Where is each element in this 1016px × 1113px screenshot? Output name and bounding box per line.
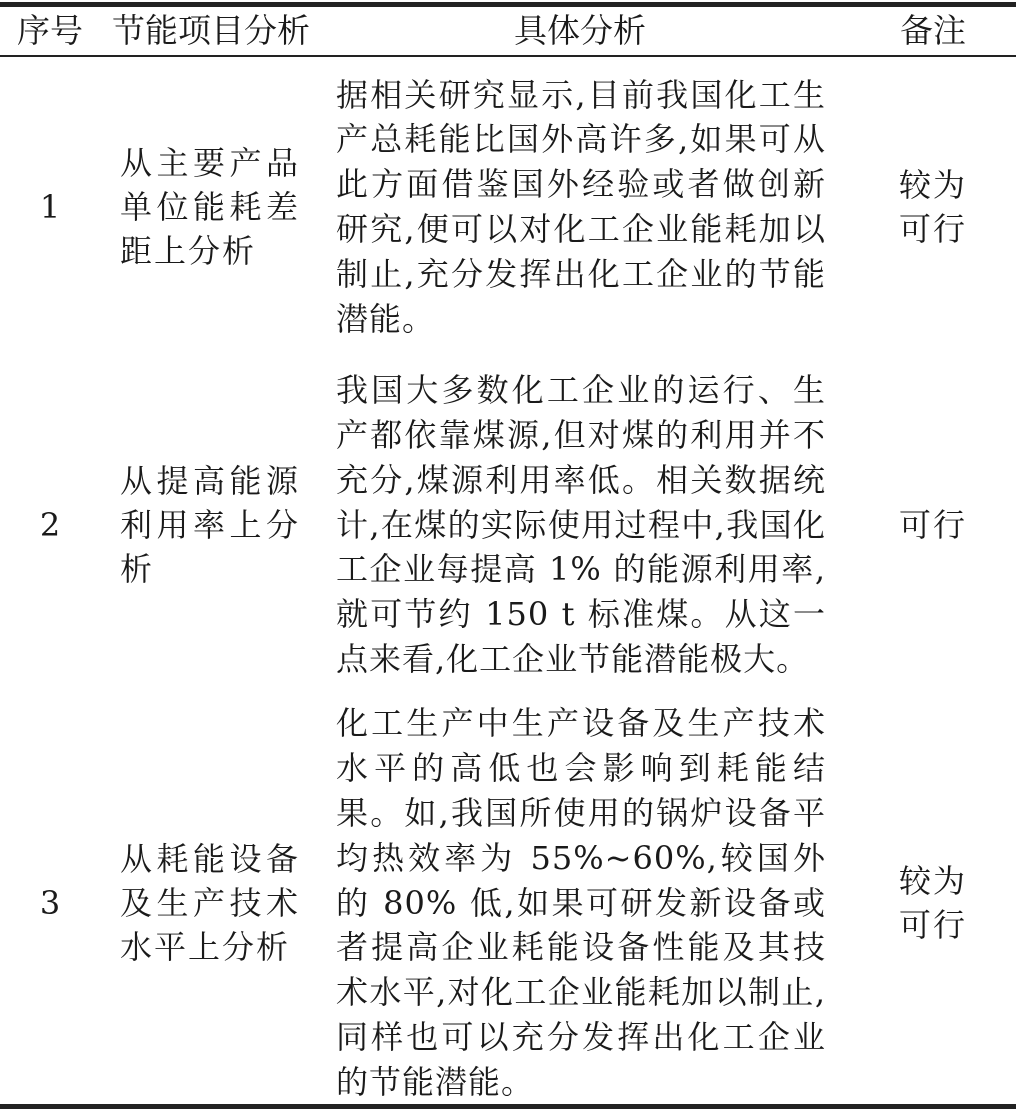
table-bottom-rule: [0, 1104, 1016, 1109]
row-item-text: 从提高能源利用率上分析: [120, 462, 300, 588]
table-row: [0, 706, 1016, 1100]
row-item: [120, 370, 300, 680]
table-header-rule: [0, 55, 1016, 57]
row-item: [120, 706, 300, 1100]
row-number: 2: [39, 506, 61, 544]
row-note: [880, 706, 986, 1100]
row-note: [880, 370, 986, 680]
header-detail: 具体分析: [514, 11, 646, 50]
row-detail-text: 据相关研究显示,目前我国化工生产总耗能比国外高许多,如果可从此方面借鉴国外经验或者做创新研究,便可以对化工企业能耗加以制止,充分发挥出化工企业的节能潜能。: [336, 75, 826, 338]
row-item: [120, 72, 300, 342]
table-row: [0, 370, 1016, 680]
row-detail-text: 化工生产中生产设备及生产技术水平的高低也会影响到耗能结果。如,我国所使用的锅炉设备平均热效率为 55%~60%,较国外的 80% 低,如果可研发新设备或者提高企业耗能设备性能及其技术水平,对化工企业能耗加以制止,同样也可以充分发挥出化工企业的节能潜能。: [336, 704, 826, 1101]
row-number: 3: [39, 884, 61, 922]
row-item-text: 从主要产品单位能耗差距上分析: [120, 144, 300, 270]
table-header-row: [0, 7, 1016, 55]
row-note-text: 较为可行: [899, 166, 968, 248]
row-item-text: 从耗能设备及生产技术水平上分析: [120, 840, 300, 966]
header-no: 序号: [17, 11, 83, 50]
table-row: [0, 72, 1016, 342]
row-detail: [336, 72, 826, 342]
row-detail: [336, 706, 826, 1100]
row-number: 1: [39, 188, 61, 226]
row-note: [880, 72, 986, 342]
row-detail-text: 我国大多数化工企业的运行、生产都依靠煤源,但对煤的利用并不充分,煤源利用率低。相关数据统计,在煤的实际使用过程中,我国化工企业每提高 1% 的能源利用率,就可节约 150 t 标准煤。从这一点来看,化工企业节能潜能极大。: [336, 371, 826, 678]
row-note-text: 可行: [899, 506, 968, 544]
row-detail: [336, 370, 826, 680]
row-note-text: 较为可行: [899, 862, 968, 944]
header-note: 备注: [900, 11, 966, 50]
header-item: 节能项目分析: [112, 11, 310, 50]
